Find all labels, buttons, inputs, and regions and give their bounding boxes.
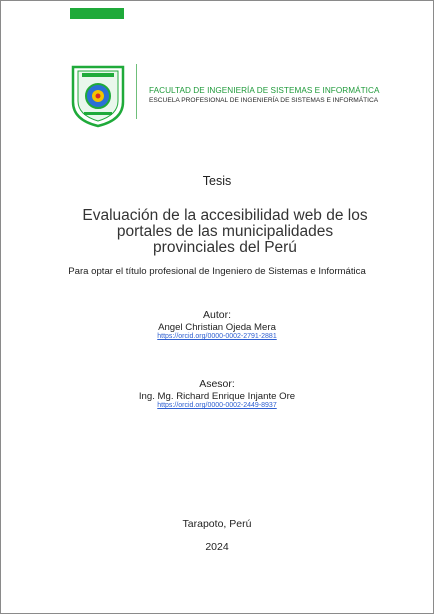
faculty-name: FACULTAD DE INGENIERÍA DE SISTEMAS E INFORMÁTICA: [149, 86, 380, 95]
year: 2024: [205, 541, 229, 553]
author-name: Angel Christian Ojeda Mera: [158, 322, 276, 333]
document-type: Tesis: [202, 174, 232, 188]
author-orcid-link[interactable]: https://orcid.org/0000-0002-2791-2881: [157, 333, 277, 340]
accent-bar: [70, 8, 124, 19]
advisor-orcid-link[interactable]: https://orcid.org/0000-0002-2449-8937: [157, 402, 277, 409]
advisor-name: Ing. Mg. Richard Enrique Injante Ore: [138, 391, 296, 402]
author-label: Autor:: [202, 309, 231, 321]
advisor-label: Asesor:: [199, 378, 235, 390]
school-name: ESCUELA PROFESIONAL DE INGENIERÍA DE SISTEMAS E INFORMÁTICA: [149, 97, 379, 104]
university-seal-icon: [70, 64, 126, 128]
place: Tarapoto, Perú: [182, 518, 252, 530]
header-divider: [136, 64, 137, 119]
degree-purpose: Para optar el título profesional de Ingeniero de Sistemas e Informática: [68, 266, 366, 277]
thesis-title: Evaluación de la accesibilidad web de los portales de las municipalidades provinciales del Perú: [82, 207, 368, 256]
